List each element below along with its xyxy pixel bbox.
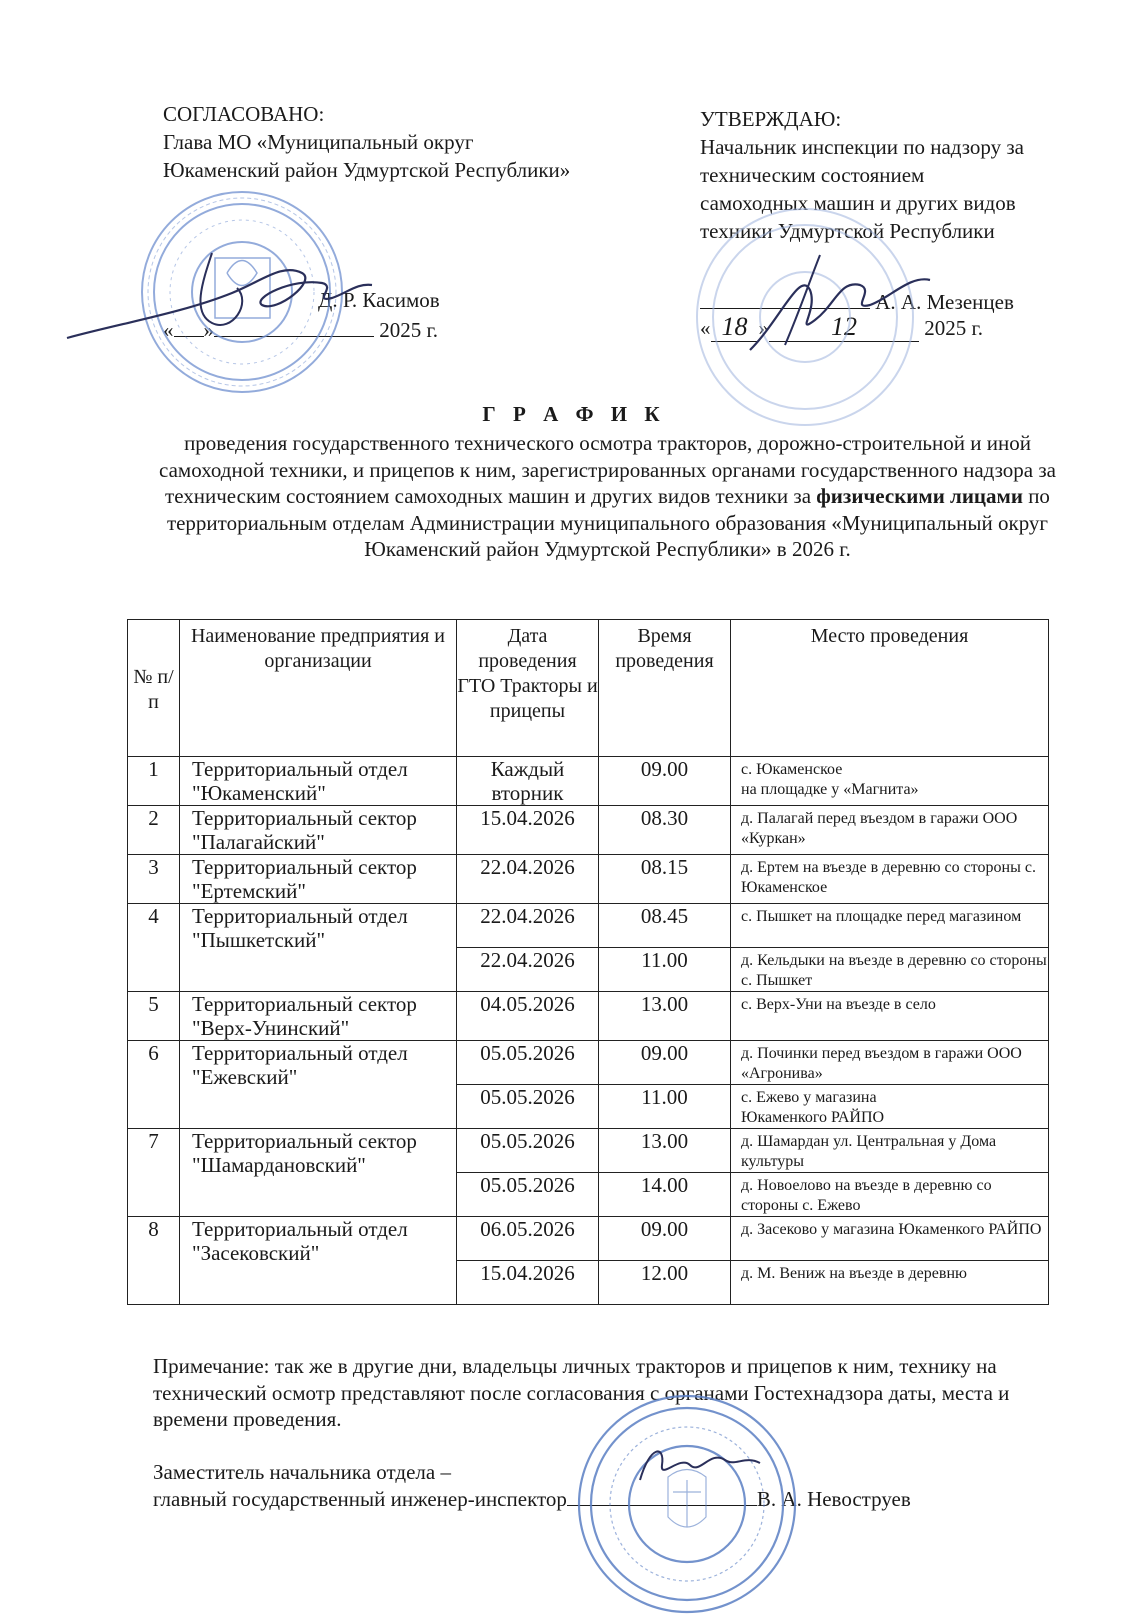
approved-date-month: 12 — [769, 317, 919, 342]
cell-time: 08.45 — [599, 904, 731, 948]
cell-num: 6 — [128, 1041, 180, 1129]
approved-heading: УТВЕРЖДАЮ: — [700, 107, 842, 131]
approved-line-4: техники Удмуртской Республики — [700, 219, 995, 243]
agreed-signature-icon — [62, 243, 392, 353]
header-date: Дата проведения ГТО Тракторы и прицепы — [457, 620, 599, 757]
cell-time: 09.00 — [599, 1041, 731, 1085]
cell-place: д. Починки перед въездом в гаражи ООО «Агронива» — [731, 1041, 1049, 1085]
table-row — [128, 1129, 1049, 1173]
agreed-date-open: « — [163, 318, 174, 342]
agreed-year: 2025 г. — [379, 318, 438, 342]
agreed-signer-name: Д. Р. Касимов — [318, 288, 440, 312]
cell-org: Территориальный отдел "Юкаменский" — [180, 757, 457, 806]
document-subtitle — [155, 430, 1060, 563]
approved-date-day: 18 — [711, 317, 759, 342]
cell-num: 1 — [128, 757, 180, 806]
table-row — [128, 757, 1049, 806]
approved-signer-name: А. А. Мезенцев — [875, 290, 1014, 314]
cell-time: 09.00 — [599, 757, 731, 806]
cell-date: Каждый вторник — [457, 757, 599, 806]
cell-time: 11.00 — [599, 948, 731, 992]
cell-num: 2 — [128, 806, 180, 855]
subtitle-part-1: проведения государственного технического осмотра тракторов, дорожно-строительной и иной самоходной техники, и прицепов к ним, зарегистрированных органами государственного надзора за техническим состоянием самоходных машин и других видов техники за — [159, 431, 1056, 508]
deputy-title: главный государственный инженер-инспектор — [153, 1487, 567, 1511]
cell-num: 7 — [128, 1129, 180, 1217]
header-org: Наименование предприятия и организации — [180, 620, 457, 757]
table-row — [128, 806, 1049, 855]
cell-time: 09.00 — [599, 1217, 731, 1261]
deputy-line-1: Заместитель начальника отдела – — [153, 1460, 451, 1484]
schedule-table — [127, 619, 1049, 1305]
cell-time: 11.00 — [599, 1085, 731, 1129]
cell-num: 8 — [128, 1217, 180, 1305]
cell-date: 22.04.2026 — [457, 948, 599, 992]
approved-line-2: техническим состоянием — [700, 163, 925, 187]
table-row — [128, 992, 1049, 1041]
table-header-row — [128, 620, 1049, 757]
cell-org: Территориальный сектор "Шамардановский" — [180, 1129, 457, 1217]
agreed-block — [163, 100, 683, 184]
header-num: № п/п — [128, 620, 180, 757]
table-row — [128, 1217, 1049, 1261]
table-row — [128, 1041, 1049, 1085]
cell-place: д. Кельдыки на въезде в деревню со стороны с. Пышкет — [731, 948, 1049, 992]
header-place: Место проведения — [731, 620, 1049, 757]
subtitle-bold: физическими лицами — [816, 484, 1023, 508]
cell-org: Территориальный сектор "Палагайский" — [180, 806, 457, 855]
cell-place: д. Ертем на въезде в деревню со стороны с. Юкаменское — [731, 855, 1049, 904]
cell-date: 22.04.2026 — [457, 855, 599, 904]
cell-time: 08.30 — [599, 806, 731, 855]
approved-signature-icon — [740, 250, 940, 360]
cell-place: д. Новоелово на въезде в деревню со стороны с. Ежево — [731, 1173, 1049, 1217]
cell-date: 22.04.2026 — [457, 904, 599, 948]
agreed-heading: СОГЛАСОВАНО: — [163, 102, 325, 126]
schedule-body — [128, 757, 1049, 1305]
cell-org: Территориальный сектор "Верх-Унинский" — [180, 992, 457, 1041]
cell-date: 05.05.2026 — [457, 1041, 599, 1085]
cell-num: 5 — [128, 992, 180, 1041]
cell-time: 13.00 — [599, 992, 731, 1041]
cell-place: д. Палагай перед въездом в гаражи ООО «Куркан» — [731, 806, 1049, 855]
cell-org: Территориальный отдел "Пышкетский" — [180, 904, 457, 992]
approved-year: 2025 г. — [924, 316, 983, 340]
header-time: Время проведения — [599, 620, 731, 757]
cell-date: 06.05.2026 — [457, 1217, 599, 1261]
table-row — [128, 904, 1049, 948]
cell-org: Территориальный отдел "Засековский" — [180, 1217, 457, 1305]
cell-time: 14.00 — [599, 1173, 731, 1217]
deputy-signer: В. А. Невоструев — [756, 1487, 911, 1511]
cell-time: 13.00 — [599, 1129, 731, 1173]
cell-date: 05.05.2026 — [457, 1129, 599, 1173]
cell-place: д. Засеково у магазина Юкаменкого РАЙПО — [731, 1217, 1049, 1261]
subtitle-part-2: по территориальным отделам Администрации муниципального образования «Муниципальный округ Юкаменский район Удмуртской Республики» в 2026 г. — [166, 484, 1050, 561]
cell-place: д. Шамардан ул. Центральная у Дома культуры — [731, 1129, 1049, 1173]
approved-date-open: « — [700, 316, 711, 340]
cell-place: д. М. Вениж на въезде в деревню — [731, 1261, 1049, 1305]
table-row — [128, 855, 1049, 904]
cell-org: Территориальный сектор "Ертемский" — [180, 855, 457, 904]
agreed-line-2: Юкаменский район Удмуртской Республики» — [163, 158, 571, 182]
cell-place: с. Ежево у магазина Юкаменкого РАЙПО — [731, 1085, 1049, 1129]
cell-date: 05.05.2026 — [457, 1173, 599, 1217]
deputy-signature-icon — [630, 1435, 770, 1495]
approved-line-1: Начальник инспекции по надзору за — [700, 135, 1024, 159]
cell-org: Территориальный отдел "Ежевский" — [180, 1041, 457, 1129]
cell-num: 4 — [128, 904, 180, 992]
document-title: Г Р А Ф И К — [482, 402, 666, 426]
cell-place: с. Верх-Уни на въезде в село — [731, 992, 1049, 1041]
agreed-date-close: » — [203, 318, 214, 342]
cell-date: 15.04.2026 — [457, 1261, 599, 1305]
cell-date: 04.05.2026 — [457, 992, 599, 1041]
agreed-line-1: Глава МО «Муниципальный округ — [163, 130, 474, 154]
approved-line-3: самоходных машин и других видов — [700, 191, 1016, 215]
cell-date: 15.04.2026 — [457, 806, 599, 855]
cell-place: с. Пышкет на площадке перед магазином — [731, 904, 1049, 948]
cell-date: 05.05.2026 — [457, 1085, 599, 1129]
cell-time: 08.15 — [599, 855, 731, 904]
cell-num: 3 — [128, 855, 180, 904]
gostekhnadzor-stamp-icon — [573, 1392, 801, 1617]
approved-date-close: » — [758, 316, 769, 340]
cell-place: с. Юкаменское на площадке у «Магнита» — [731, 757, 1049, 806]
note: Примечание: так же в другие дни, владельцы личных тракторов и прицепов к ним, технику на технический осмотр представляют после согласования с органами Гостехнадзора даты, места и времени проведения. — [153, 1354, 1010, 1431]
cell-time: 12.00 — [599, 1261, 731, 1305]
